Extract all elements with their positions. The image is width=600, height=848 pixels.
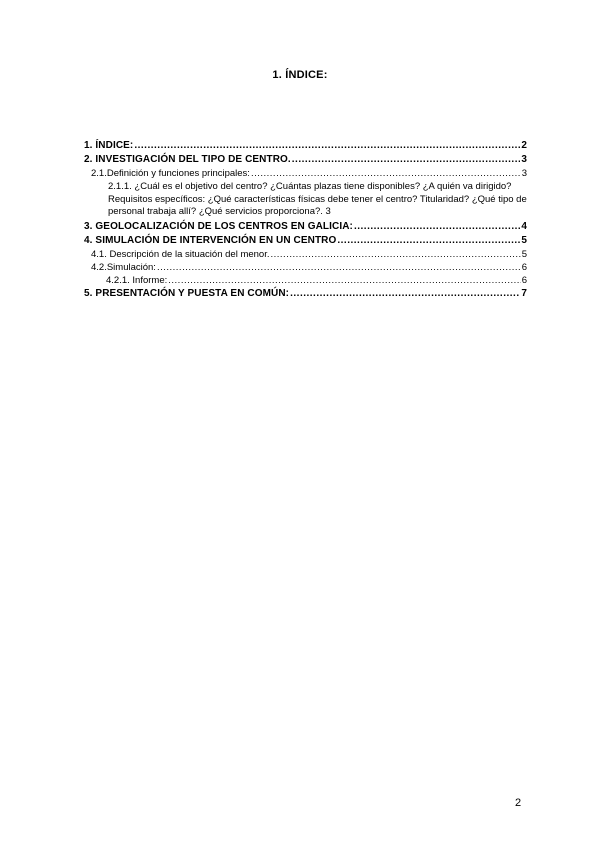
- toc-entry-definicion[interactable]: [84, 168, 527, 181]
- toc-entry-page: 7: [521, 287, 527, 299]
- toc-leader-dots: [271, 249, 521, 261]
- toc-entry-simulacion[interactable]: [84, 262, 527, 275]
- toc-entry-presentacion[interactable]: [84, 288, 527, 302]
- toc-entry-page: 2: [521, 140, 527, 151]
- toc-entry-label: 2.1.Definición y funciones principales:: [91, 168, 250, 179]
- toc-entry-label: 4.1. Descripción de la situación del menor.: [91, 248, 270, 260]
- toc-entry-page: 3: [521, 154, 527, 165]
- table-of-contents: [84, 140, 527, 302]
- toc-entry-descripcion[interactable]: [84, 249, 527, 262]
- toc-entry-informe[interactable]: [84, 275, 527, 288]
- toc-entry-label: 3. GEOLOCALIZACIÓN DE LOS CENTROS EN GALICIA:: [84, 220, 353, 232]
- toc-entry-page: 3: [521, 168, 527, 179]
- toc-entry-indice[interactable]: [84, 140, 527, 154]
- toc-leader-dots: [354, 221, 520, 233]
- toc-leader-dots: [157, 262, 521, 274]
- toc-entry-label: 2. INVESTIGACIÓN DEL TIPO DE CENTRO.: [84, 154, 291, 165]
- toc-entry-page: 4: [521, 220, 527, 232]
- toc-leader-dots: [290, 288, 520, 300]
- document-heading: 1. ÍNDICE:: [272, 69, 328, 81]
- toc-entry-label: 4.2.Simulación:: [91, 261, 156, 273]
- toc-leader-dots: [134, 140, 520, 152]
- toc-entry-page: 6: [521, 261, 527, 273]
- toc-entry-page: 5: [521, 234, 527, 246]
- page-number: 2: [515, 797, 522, 809]
- toc-entry-label: 1. ÍNDICE:: [84, 140, 134, 151]
- toc-entry-investigacion[interactable]: [84, 154, 527, 168]
- toc-leader-dots: [292, 154, 521, 166]
- toc-entry-geolocalizacion[interactable]: [84, 221, 527, 235]
- toc-leader-dots: [168, 275, 520, 287]
- toc-entry-label: 5. PRESENTACIÓN Y PUESTA EN COMÚN:: [84, 287, 290, 299]
- toc-leader-dots: [251, 168, 521, 180]
- toc-entry-page: 5: [521, 248, 527, 260]
- toc-entry-page: 6: [521, 274, 527, 286]
- toc-entry-label: 4. SIMULACIÓN DE INTERVENCIÓN EN UN CENTRO: [84, 234, 337, 246]
- toc-entry-objetivo[interactable]: 2.1.1. ¿Cuál es el objetivo del centro? ¿Cuántas plazas tiene disponibles? ¿A quién va dirigido? Requisitos específicos: ¿Qué características físicas debe tener el centro? Titularidad? ¿Qué tipo de personal trabaja allí? ¿Qué servicios proporciona?. 3: [108, 181, 527, 217]
- toc-entry-label: 4.2.1. Informe:: [106, 274, 168, 286]
- toc-entry-simulacion-intervencion[interactable]: [84, 235, 527, 249]
- toc-leader-dots: [337, 235, 520, 247]
